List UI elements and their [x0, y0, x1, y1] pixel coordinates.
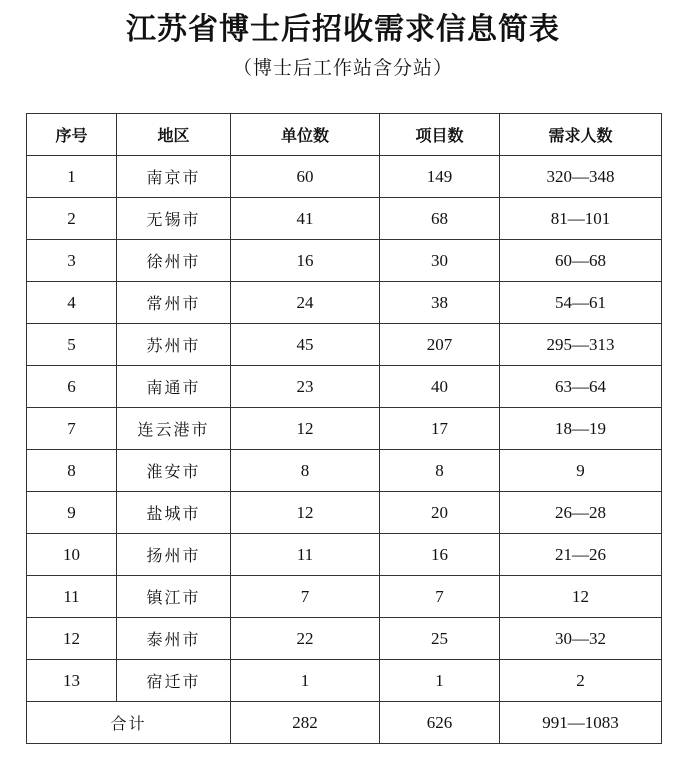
cell-unit-count: 8: [231, 450, 380, 492]
total-label: 合计: [27, 702, 231, 744]
cell-project-count: 40: [380, 366, 500, 408]
header-project-count: 项目数: [380, 114, 500, 156]
cell-demand: 18—19: [500, 408, 662, 450]
table-row: [27, 198, 662, 240]
table-row: [27, 366, 662, 408]
total-demand: 991—1083: [500, 702, 662, 744]
cell-project-count: 30: [380, 240, 500, 282]
cell-unit-count: 24: [231, 282, 380, 324]
table-row: [27, 534, 662, 576]
cell-project-count: 17: [380, 408, 500, 450]
header-unit-count: 单位数: [231, 114, 380, 156]
cell-region: 常州市: [117, 282, 231, 324]
cell-index: 10: [27, 534, 117, 576]
cell-region: 泰州市: [117, 618, 231, 660]
table-row: [27, 450, 662, 492]
cell-region: 南通市: [117, 366, 231, 408]
cell-region: 徐州市: [117, 240, 231, 282]
table-body: [27, 156, 662, 702]
total-units: 282: [231, 702, 380, 744]
cell-unit-count: 41: [231, 198, 380, 240]
cell-project-count: 7: [380, 576, 500, 618]
table-row: [27, 282, 662, 324]
header-demand: 需求人数: [500, 114, 662, 156]
cell-project-count: 149: [380, 156, 500, 198]
cell-project-count: 1: [380, 660, 500, 702]
cell-project-count: 20: [380, 492, 500, 534]
total-projects: 626: [380, 702, 500, 744]
cell-project-count: 68: [380, 198, 500, 240]
cell-demand: 295—313: [500, 324, 662, 366]
cell-region: 苏州市: [117, 324, 231, 366]
cell-region: 盐城市: [117, 492, 231, 534]
recruitment-table: [26, 113, 662, 744]
cell-project-count: 8: [380, 450, 500, 492]
cell-project-count: 25: [380, 618, 500, 660]
cell-demand: 320—348: [500, 156, 662, 198]
cell-unit-count: 60: [231, 156, 380, 198]
table-row: [27, 156, 662, 198]
cell-project-count: 16: [380, 534, 500, 576]
table-row: [27, 324, 662, 366]
cell-index: 7: [27, 408, 117, 450]
total-row: [27, 702, 662, 744]
table-row: [27, 660, 662, 702]
page-title: 江苏省博士后招收需求信息简表: [126, 12, 560, 47]
cell-demand: 81—101: [500, 198, 662, 240]
cell-index: 8: [27, 450, 117, 492]
cell-index: 2: [27, 198, 117, 240]
cell-region: 淮安市: [117, 450, 231, 492]
table-header-row: [27, 114, 662, 156]
cell-demand: 30—32: [500, 618, 662, 660]
cell-unit-count: 16: [231, 240, 380, 282]
cell-unit-count: 45: [231, 324, 380, 366]
cell-index: 9: [27, 492, 117, 534]
cell-index: 6: [27, 366, 117, 408]
cell-region: 宿迁市: [117, 660, 231, 702]
table-row: [27, 408, 662, 450]
table-row: [27, 240, 662, 282]
cell-unit-count: 12: [231, 408, 380, 450]
header-index: 序号: [27, 114, 117, 156]
cell-index: 5: [27, 324, 117, 366]
cell-demand: 12: [500, 576, 662, 618]
cell-unit-count: 1: [231, 660, 380, 702]
cell-region: 连云港市: [117, 408, 231, 450]
cell-demand: 26—28: [500, 492, 662, 534]
cell-index: 1: [27, 156, 117, 198]
cell-unit-count: 7: [231, 576, 380, 618]
cell-region: 扬州市: [117, 534, 231, 576]
cell-demand: 9: [500, 450, 662, 492]
cell-region: 南京市: [117, 156, 231, 198]
cell-unit-count: 22: [231, 618, 380, 660]
cell-region: 镇江市: [117, 576, 231, 618]
cell-demand: 60—68: [500, 240, 662, 282]
cell-unit-count: 11: [231, 534, 380, 576]
cell-project-count: 38: [380, 282, 500, 324]
table-row: [27, 576, 662, 618]
cell-index: 4: [27, 282, 117, 324]
table-row: [27, 618, 662, 660]
cell-index: 3: [27, 240, 117, 282]
header-region: 地区: [117, 114, 231, 156]
cell-unit-count: 23: [231, 366, 380, 408]
cell-demand: 63—64: [500, 366, 662, 408]
cell-demand: 21—26: [500, 534, 662, 576]
cell-index: 12: [27, 618, 117, 660]
page-subtitle: （博士后工作站含分站）: [232, 57, 453, 79]
cell-project-count: 207: [380, 324, 500, 366]
cell-unit-count: 12: [231, 492, 380, 534]
cell-region: 无锡市: [117, 198, 231, 240]
cell-demand: 54—61: [500, 282, 662, 324]
cell-demand: 2: [500, 660, 662, 702]
cell-index: 11: [27, 576, 117, 618]
table-row: [27, 492, 662, 534]
cell-index: 13: [27, 660, 117, 702]
